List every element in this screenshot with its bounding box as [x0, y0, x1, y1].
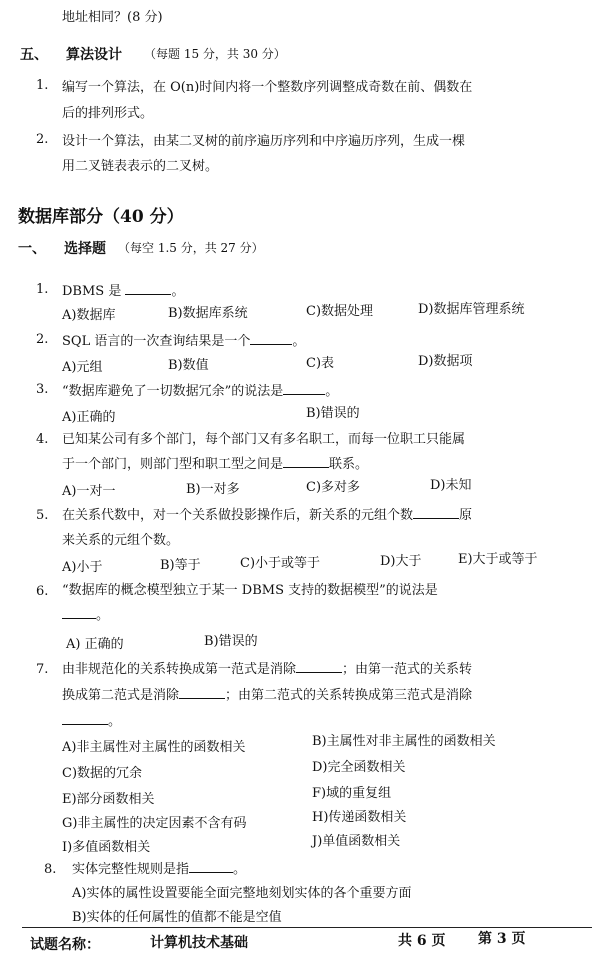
item-text: 设计一个算法，由某二叉树的前序遍历序列和中序遍历序列，生成一棵 — [62, 134, 466, 149]
option: C)表 — [306, 356, 335, 371]
question-text: “数据库的概念模型独立于某一 DBMS 支持的数据模型”的说法是 — [62, 583, 438, 598]
question-text: 已知某公司有多个部门，每个部门又有多名职工，而每一位职工只能属 — [62, 432, 466, 447]
option: E)大于或等于 — [458, 552, 538, 567]
punct: 。 — [108, 714, 122, 729]
option: A)正确的 — [62, 410, 116, 425]
previous-question-tail: 地址相同？(8 分) — [62, 10, 163, 25]
question-7-blank-line — [62, 710, 121, 729]
section1-title: 选择题 — [64, 241, 106, 257]
total-pages: 共 6 页 — [398, 933, 446, 949]
question-text: 联系。 — [329, 457, 369, 472]
question-3 — [62, 380, 338, 399]
question-8 — [72, 858, 246, 877]
question-number: 4. — [36, 432, 49, 447]
option: C)小于或等于 — [240, 556, 321, 571]
question-text: 换成第二范式是消除 — [62, 688, 180, 703]
option: D)数据库管理系统 — [418, 302, 525, 317]
question-text: 在关系代数中，对一个关系做投影操作后，新关系的元组个数 — [62, 508, 414, 523]
answer-blank — [179, 686, 225, 699]
option: A)一对一 — [62, 484, 116, 499]
option: I)多值函数相关 — [62, 840, 151, 855]
question-text: ；由第二范式的关系转换成第三范式是消除 — [225, 688, 473, 703]
question-text: DBMS 是 — [62, 284, 122, 299]
option: E)部分函数相关 — [62, 792, 155, 807]
question-text: 由非规范化的关系转换成第一范式是消除 — [62, 662, 297, 677]
option: G)非主属性的决定因素不含有码 — [62, 816, 247, 831]
option: A)实体的属性设置要能全面完整地刻划实体的各个重要方面 — [72, 886, 412, 901]
question-number: 8. — [44, 862, 57, 877]
answer-blank — [125, 282, 171, 295]
question-number: 7. — [36, 662, 49, 677]
question-text: 来关系的元组个数。 — [62, 533, 180, 548]
option: B)实体的任何属性的值都不能是空值 — [72, 910, 282, 925]
answer-blank — [283, 382, 325, 395]
item-text: 用二叉链表表示的二叉树。 — [62, 159, 219, 174]
footer-label: 试题名称： — [30, 937, 100, 953]
punct: 。 — [171, 284, 185, 299]
punct: 。 — [233, 862, 247, 877]
option: F)域的重复组 — [312, 786, 392, 801]
section1-number: 一、 — [18, 241, 46, 257]
section1-score: （每空 1.5 分，共 27 分） — [118, 241, 264, 255]
option: B)一对多 — [186, 482, 240, 497]
option: B)主属性对非主属性的函数相关 — [312, 734, 496, 749]
option: A)小于 — [62, 560, 103, 575]
question-number: 5. — [36, 508, 49, 523]
question-text: 于一个部门，则部门型和职工型之间是 — [62, 457, 284, 472]
item-text: 编写一个算法，在 O(n)时间内将一个整数序列调整成奇数在前、偶数在 — [62, 80, 473, 95]
answer-blank — [62, 712, 108, 725]
option: C)数据处理 — [306, 304, 374, 319]
option: H)传递函数相关 — [312, 810, 407, 825]
question-text: 原 — [459, 508, 473, 523]
question-2 — [62, 330, 305, 349]
item-number: 2. — [36, 132, 49, 147]
exam-name: 计算机技术基础 — [150, 935, 248, 951]
question-text: SQL 语言的一次查询结果是一个 — [62, 334, 251, 349]
question-6-blank-line — [62, 604, 109, 623]
answer-blank — [283, 455, 329, 468]
option: A)非主属性对主属性的函数相关 — [62, 740, 246, 755]
question-7-line1 — [62, 658, 472, 677]
option: A)元组 — [62, 360, 103, 375]
option: D)完全函数相关 — [312, 760, 406, 775]
option: D)大于 — [380, 554, 422, 569]
question-number: 2. — [36, 332, 49, 347]
question-text: 实体完整性规则是指 — [72, 862, 190, 877]
page-number: 第 3 页 — [478, 931, 526, 947]
item-text: 后的排列形式。 — [62, 106, 154, 121]
question-text: ；由第一范式的关系转 — [342, 662, 473, 677]
question-text: “数据库避免了一切数据冗余”的说法是 — [62, 384, 284, 399]
answer-blank — [413, 506, 459, 519]
question-1 — [62, 280, 184, 299]
answer-blank — [189, 860, 233, 873]
question-number: 1. — [36, 282, 49, 297]
question-4-line2 — [62, 453, 368, 472]
punct: 。 — [96, 608, 110, 623]
option: B)错误的 — [204, 634, 258, 649]
option: D)数据项 — [418, 354, 473, 369]
section5-score: （每题 15 分，共 30 分） — [144, 47, 286, 61]
option: C)数据的冗余 — [62, 766, 143, 781]
section5-title: 算法设计 — [66, 47, 122, 63]
punct: 。 — [292, 334, 306, 349]
answer-blank — [296, 660, 342, 673]
question-7-line2 — [62, 684, 472, 703]
option: B)等于 — [160, 558, 201, 573]
question-5-line1 — [62, 504, 472, 523]
option: B)错误的 — [306, 406, 360, 421]
item-number: 1. — [36, 78, 49, 93]
option: A)数据库 — [62, 308, 116, 323]
punct: 。 — [325, 384, 339, 399]
option: A) 正确的 — [66, 637, 124, 652]
answer-blank — [62, 606, 96, 619]
option: J)单值函数相关 — [312, 834, 401, 849]
section5-number: 五、 — [20, 47, 48, 63]
option: B)数值 — [168, 358, 209, 373]
question-number: 3. — [36, 382, 49, 397]
option: D)未知 — [430, 478, 472, 493]
database-part-heading: 数据库部分（40 分） — [18, 207, 184, 227]
option: B)数据库系统 — [168, 306, 248, 321]
answer-blank — [250, 332, 292, 345]
question-number: 6. — [36, 584, 49, 599]
option: C)多对多 — [306, 480, 361, 495]
